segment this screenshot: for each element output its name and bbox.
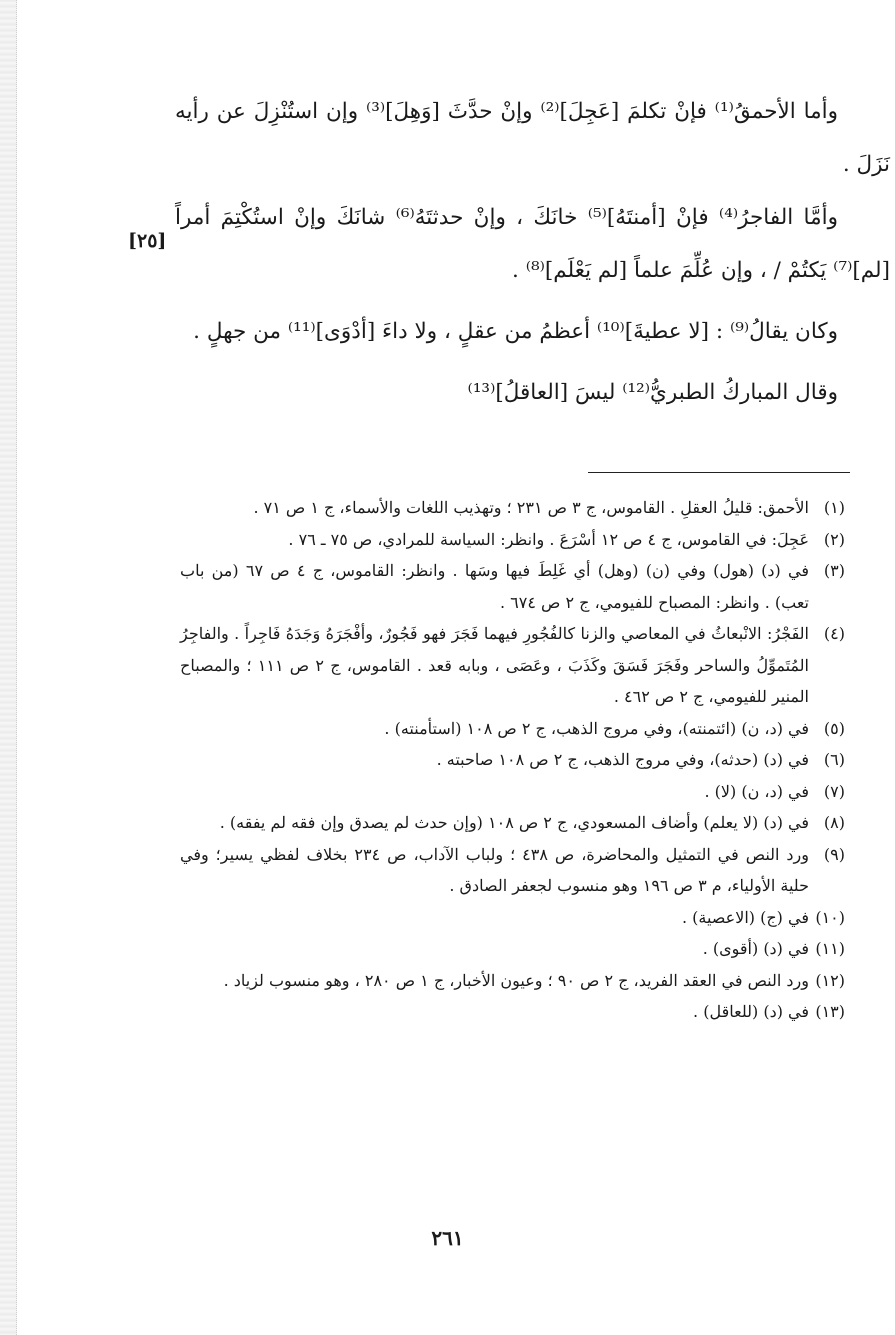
footnote-number: (١) [823,498,845,517]
footnote-item [180,776,845,808]
main-text-body [175,85,890,419]
footnotes-section [180,492,845,1028]
footnote-item [180,492,845,524]
paragraph-saying: وكان يقالُ⁽⁹⁾ : [لا عطيةَ]⁽¹⁰⁾ أعظمُ من عقلٍ ، ولا داءَ [أدْوَى]⁽¹¹⁾ من جهلٍ . [193,319,838,344]
paragraph-mubarak: وقال المباركُ الطبريُّ⁽¹²⁾ ليسَ [العاقلُ]⁽¹³⁾ [467,380,838,405]
footnote-item [180,524,845,556]
footnote-item [180,713,845,745]
footnote-number: (٦) [823,750,845,769]
footnote-text: عَجِلَ: في القاموس، ج ٤ ص ١٢ أسْرَعَ . وانظر: السياسة للمرادي، ص ٧٥ ـ ٧٦ . [288,529,809,549]
footnote-item [180,996,845,1028]
footnote-text: في (د) (حدثه)، وفي مروج الذهب، ج ٢ ص ١٠٨ صاحبته . [436,750,809,769]
footnote-text: ورد النص في التمثيل والمحاضرة، ص ٤٣٨ ؛ ولباب الآداب، ص ٢٣٤ بخلاف لفظي يسير؛ وفي حلية الأولياء، م ٣ ص ١٩٦ وهو منسوب لجعفر الصادق . [180,844,810,895]
footnote-number: (٥) [823,718,845,738]
footnote-number: (٩) [823,844,845,864]
footnote-item [180,933,845,965]
footnote-item [180,965,845,997]
footnote-text: الفَجْرُ: الانْبعاثُ في المعاصي والزنا كالفُجُورِ فيهما فَجَرَ فهو فَجُورٌ، وأفْجَرَهُ وَجَدَهُ فَاجِراً . والفاجِرُ المُتَموِّلُ والساحر وفَجَرَ فَسَقَ وكَذَبَ ، وعَصَى ، وبابه قعد . القاموس، ج ٢ ص ١١١ ؛ والمصباح المنير للفيومي، ج ٢ ص ٤٦٢ . [180,624,809,706]
page-binding-edge [0,0,17,1335]
footnote-number: (٣) [823,561,845,580]
footnote-number: (٢) [823,529,845,549]
footnote-text: في (د، ن) (ائتمنته)، وفي مروج الذهب، ج ٢ ص ١٠٨ (استأمنته) . [384,718,809,738]
footnote-text: الأحمق: قليلُ العقلِ . القاموس، ج ٣ ص ٢٣١ ؛ وتهذيب اللغات والأسماء، ج ١ ص ٧١ . [253,498,809,517]
footnote-item [180,618,845,713]
page-number: ٢٦١ [431,1226,464,1250]
footnote-item [180,807,845,839]
paragraph-fajir: وأمَّا الفاجرُ⁽⁴⁾ فإنْ [أمنتَهُ]⁽⁵⁾ خانَكَ ، وإنْ حدثتَهُ⁽⁶⁾ شانَكَ وإنْ استُكْتِمَ أمراً [لم]⁽⁷⁾ يَكتُمْ / ، وإن عُلِّمَ علماً [لم يَعْلَم]⁽⁸⁾ . [175,205,890,283]
footnote-text: في (ج) (الاعصية) . [681,907,809,927]
footnote-separator [588,472,850,473]
footnote-item [180,839,845,902]
footnote-text: في (د) (للعاقل) . [693,1002,809,1021]
footnote-number: (٤) [823,624,845,643]
paragraph-ahmaq: وأما الأحمقُ⁽¹⁾ فإنْ تكلمَ [عَجِلَ]⁽²⁾ وإنْ حدَّثَ [وَهِلَ]⁽³⁾ وإن استُنْزِلَ عن رأيه نَزَلَ . [175,99,890,177]
footnote-number: (١٠) [815,907,845,927]
footnote-item [180,555,845,618]
footnote-number: (١٢) [815,970,845,990]
footnote-text: في (د) (أقوى) . [702,939,809,958]
footnote-item [180,744,845,776]
footnote-text: في (د) (هول) وفي (ن) (وهل) أي غَلِطَ فيها وسَها . وانظر: القاموس، ج ٤ ص ٦٧ (من باب تعب) . وانظر: المصباح للفيومي، ج ٢ ص ٦٧٤ . [180,561,810,612]
footnote-number: (١١) [815,939,845,958]
footnote-text: في (د) (لا يعلم) وأضاف المسعودي، ج ٢ ص ١٠٨ (وإن حدث لم يصدق وإن فقه لم يفقه) . [219,813,809,832]
footnote-number: (٨) [823,813,845,832]
footnote-number: (٧) [823,781,845,801]
margin-page-marker: [٢٥] [128,230,167,252]
footnote-number: (١٣) [815,1002,845,1021]
footnote-text: ورد النص في العقد الفريد، ج ٢ ص ٩٠ ؛ وعيون الأخبار، ج ١ ص ٢٨٠ ، وهو منسوب لزياد . [223,970,809,990]
footnote-text: في (د، ن) (لا) . [704,781,809,801]
footnote-item [180,902,845,934]
